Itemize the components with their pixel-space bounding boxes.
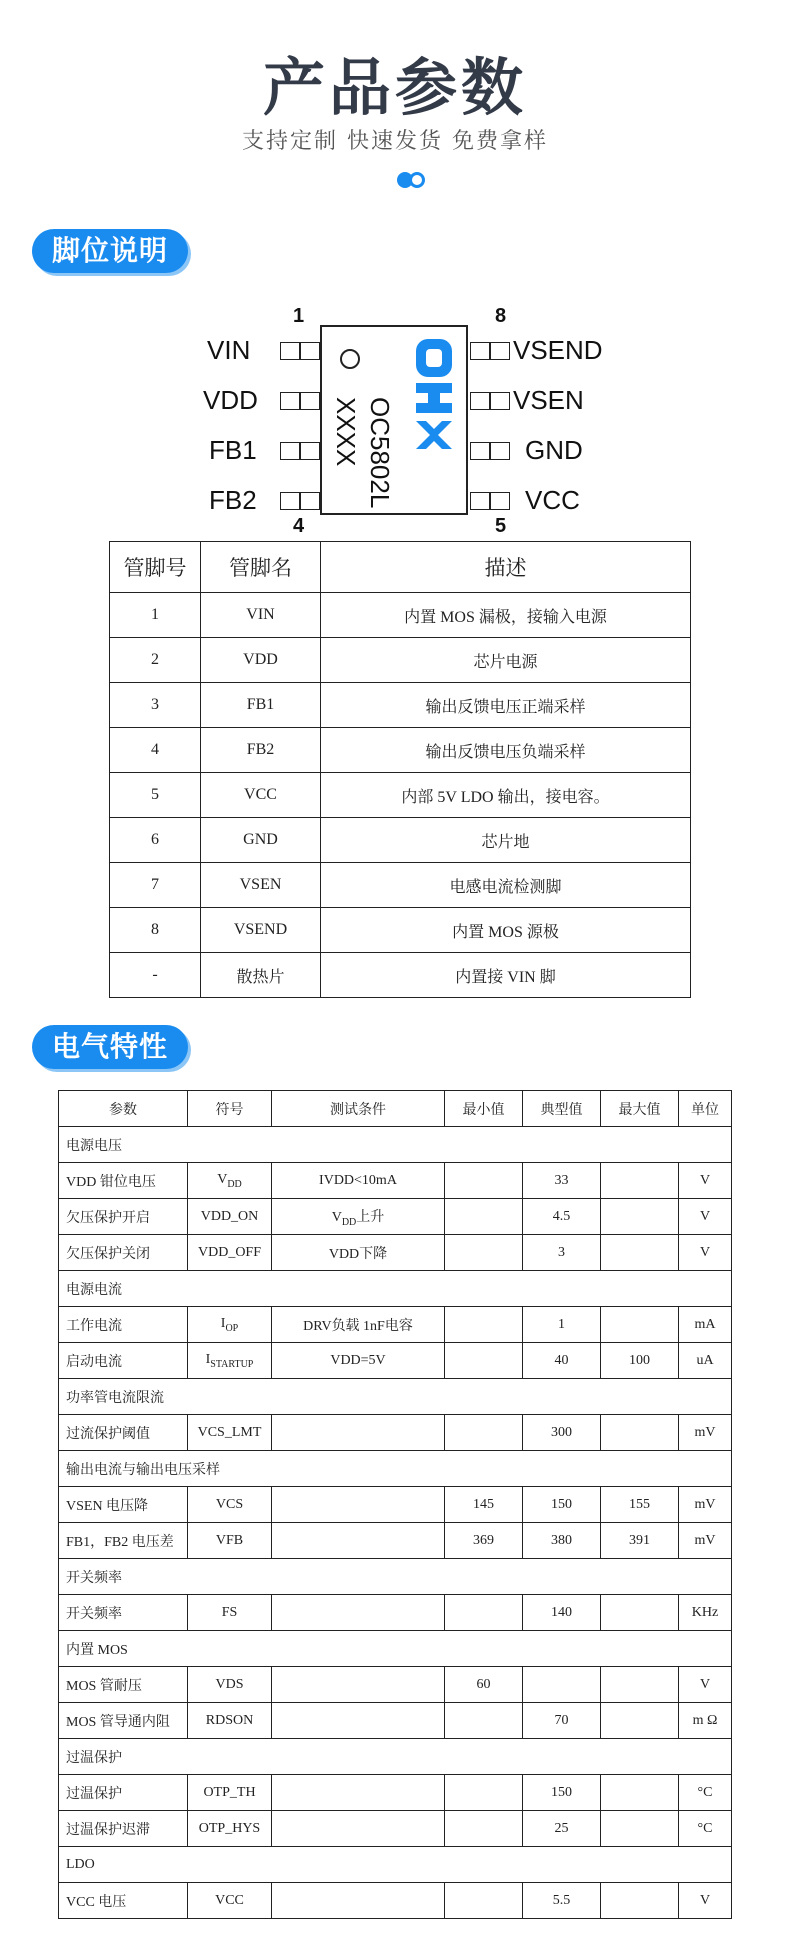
table-cell [272,1523,445,1559]
table-cell [679,1415,732,1451]
elec-table-header-row [59,1091,732,1127]
cell-text: MOS 管导通内阻 [66,1714,170,1730]
cell-text: VDD_OFF [197,1244,261,1260]
table-cell [188,1415,272,1451]
cell-text: FS [221,1604,238,1620]
table-row [59,1163,732,1199]
cell-text: 3 [558,1244,565,1260]
table-cell [59,1415,188,1451]
table-cell [272,1775,445,1811]
cell-text: 1 [558,1316,565,1332]
pin-label-vsen: VSEN [513,385,584,415]
pin-leg-1 [280,342,320,360]
table-row [59,1415,732,1451]
cell-text: VSEN 电压降 [66,1498,149,1514]
cell-text: VCC 电压 [66,1894,127,1910]
table-cell [601,1199,679,1235]
elec-table-header: 典型值 [523,1091,601,1127]
table-cell [679,1199,732,1235]
elec-table-header: 参数 [59,1091,188,1127]
chip-diagram [195,305,615,535]
elec-table-header: 单位 [679,1091,732,1127]
chip-body [320,325,468,515]
chip-part-number: OC5802L [365,397,395,509]
pin-table-header-row [110,542,691,593]
cell-text: VCS [215,1496,244,1512]
table-cell [601,1703,679,1739]
table-cell [272,1667,445,1703]
table-cell: 电感电流检测脚 [321,863,691,908]
table-cell [59,1163,188,1199]
table-cell: FB1 [201,683,321,728]
cell-text: 145 [473,1496,494,1512]
table-cell [523,1775,601,1811]
table-cell [59,1595,188,1631]
cell-text: 过温保护迟滞 [66,1822,150,1838]
cell-text: VFB [215,1532,244,1548]
cell-text: 5.5 [552,1892,571,1908]
table-cell [188,1163,272,1199]
table-cell [523,1523,601,1559]
pin-table-header: 管脚名 [201,542,321,593]
page-title: 产品参数 [262,51,527,124]
cell-text: 140 [551,1604,572,1620]
cell-text: 4.5 [552,1208,571,1224]
group-row [59,1127,732,1163]
table-cell [601,1775,679,1811]
table-cell [445,1667,523,1703]
table-cell: 2 [110,638,201,683]
pin-label-vsend: VSEND [513,335,603,365]
table-cell [188,1235,272,1271]
table-cell [272,1163,445,1199]
table-cell [523,1487,601,1523]
table-cell: 输出反馈电压正端采样 [321,683,691,728]
group-label: 电源电压 [59,1127,732,1163]
table-row [59,1883,732,1919]
cell-text: 过温保护 [66,1786,122,1802]
table-cell [445,1775,523,1811]
cell-text: VDD下降 [328,1246,388,1262]
table-cell [59,1667,188,1703]
pin-leg-3 [280,442,320,460]
cell-text: 391 [629,1532,650,1548]
group-row [59,1631,732,1667]
table-cell [523,1343,601,1379]
table-cell [59,1487,188,1523]
table-cell [188,1523,272,1559]
group-label: 过温保护 [59,1739,732,1775]
table-cell: GND [201,818,321,863]
table-cell [679,1163,732,1199]
table-cell: 输出反馈电压负端采样 [321,728,691,773]
cell-text: I [205,1351,211,1367]
pin-description-table [109,541,691,998]
table-cell: 芯片电源 [321,638,691,683]
group-label: 电源电流 [59,1271,732,1307]
table-row [59,1487,732,1523]
elec-table-header: 最大值 [601,1091,679,1127]
table-cell [445,1199,523,1235]
table-cell: VSEND [201,908,321,953]
table-cell [445,1343,523,1379]
ocx-logo-icon [412,337,456,465]
table-cell: VCC [201,773,321,818]
cell-text: 155 [629,1496,650,1512]
table-cell [272,1883,445,1919]
pin-label-fb2: FB2 [209,485,257,515]
pin-number-8: 8 [495,305,507,327]
table-cell [59,1235,188,1271]
condition-suffix: 上升 [356,1209,385,1225]
table-cell [679,1307,732,1343]
section-tag-pinout: 脚位说明 [32,229,188,273]
table-row [59,1523,732,1559]
table-cell [523,1595,601,1631]
symbol-subscript: DD [227,1178,242,1190]
pin-leg-2 [280,392,320,410]
elec-table-header: 最小值 [445,1091,523,1127]
table-cell [523,1307,601,1343]
table-cell [59,1199,188,1235]
table-row [59,1343,732,1379]
group-label: LDO [59,1847,732,1883]
table-cell: VIN [201,593,321,638]
cell-text: 60 [476,1676,491,1692]
table-cell [272,1703,445,1739]
table-cell [523,1235,601,1271]
table-row [59,1775,732,1811]
table-cell [679,1523,732,1559]
cell-text: 过流保护阈值 [66,1426,150,1442]
table-row [110,863,691,908]
symbol-subscript: OP [225,1322,239,1334]
table-cell [601,1163,679,1199]
elec-table-header: 测试条件 [272,1091,445,1127]
cell-text: DRV负载 1nF电容 [303,1318,413,1334]
table-cell: 4 [110,728,201,773]
table-cell: VDD [201,638,321,683]
table-cell: 内置接 VIN 脚 [321,953,691,998]
table-row [59,1667,732,1703]
table-cell [679,1343,732,1379]
pin-label-vin: VIN [207,335,251,365]
cell-text: VDD_ON [200,1208,259,1224]
cell-text: mV [694,1532,716,1548]
table-cell [601,1811,679,1847]
cell-text: V [699,1244,711,1260]
cell-text: VDS [215,1676,244,1692]
cell-text: 启动电流 [66,1354,122,1370]
cell-text: 33 [554,1172,569,1188]
pin-number-1: 1 [293,305,305,327]
elec-table-header: 符号 [188,1091,272,1127]
group-row [59,1739,732,1775]
cell-text: 开关频率 [66,1606,122,1622]
cell-text: V [217,1171,228,1187]
cell-text: VCS_LMT [197,1424,262,1440]
table-cell [601,1487,679,1523]
table-cell [679,1487,732,1523]
table-cell: FB2 [201,728,321,773]
table-cell: 芯片地 [321,818,691,863]
cell-text: °C [697,1820,713,1836]
pin-table-header: 描述 [321,542,691,593]
table-row [110,683,691,728]
table-cell [445,1883,523,1919]
table-cell [601,1595,679,1631]
table-cell [445,1415,523,1451]
table-cell: - [110,953,201,998]
table-cell [445,1163,523,1199]
table-cell [188,1811,272,1847]
table-cell [272,1415,445,1451]
table-cell [272,1235,445,1271]
cell-text: MOS 管耐压 [66,1678,142,1694]
table-cell [445,1811,523,1847]
group-label: 开关频率 [59,1559,732,1595]
table-cell [59,1883,188,1919]
group-label: 内置 MOS [59,1631,732,1667]
table-cell [272,1487,445,1523]
table-cell [188,1199,272,1235]
table-row [110,593,691,638]
table-cell [445,1595,523,1631]
cell-text: V [699,1172,711,1188]
page-subtitle: 支持定制 快速发货 免费拿样 [242,129,548,154]
cell-text: mV [694,1496,716,1512]
pin-number-4: 4 [293,515,305,537]
table-cell [59,1307,188,1343]
pin-label-vcc: VCC [525,485,580,515]
table-cell [445,1235,523,1271]
cell-text: V [699,1208,711,1224]
cell-text: 工作电流 [66,1318,122,1334]
table-cell [523,1811,601,1847]
pin-leg-4 [280,492,320,510]
cell-text: °C [697,1784,713,1800]
table-cell [679,1775,732,1811]
group-row [59,1847,732,1883]
cell-text: m Ω [692,1712,718,1728]
table-cell: 1 [110,593,201,638]
table-row [59,1307,732,1343]
table-cell [601,1343,679,1379]
table-cell [679,1595,732,1631]
condition-subscript: DD [341,1216,357,1228]
table-row [110,773,691,818]
table-cell [59,1811,188,1847]
table-cell [188,1307,272,1343]
table-cell: 内置 MOS 漏极，接输入电源 [321,593,691,638]
cell-text: 100 [629,1352,650,1368]
table-cell [188,1595,272,1631]
symbol-subscript: STARTUP [210,1358,254,1370]
table-cell [523,1703,601,1739]
table-cell: VSEN [201,863,321,908]
pin-number-5: 5 [495,515,507,537]
table-cell [601,1307,679,1343]
cell-text: mA [694,1316,716,1332]
cell-text: 欠压保护关闭 [66,1246,150,1262]
cell-text: VDD=5V [330,1352,386,1368]
group-label: 输出电流与输出电压采样 [59,1451,732,1487]
table-cell [679,1883,732,1919]
table-cell: 8 [110,908,201,953]
table-cell [272,1343,445,1379]
table-row [110,953,691,998]
table-cell [679,1703,732,1739]
pin-leg-8 [470,342,510,360]
table-cell [445,1523,523,1559]
pin-table-header: 管脚号 [110,542,201,593]
table-cell [59,1775,188,1811]
cell-text: OTP_TH [203,1784,256,1800]
table-cell: 5 [110,773,201,818]
section-tag-electrical: 电气特性 [32,1025,188,1069]
table-cell [188,1703,272,1739]
group-label: 功率管电流限流 [59,1379,732,1415]
group-row [59,1379,732,1415]
cell-text: 70 [554,1712,569,1728]
table-row [59,1235,732,1271]
table-cell: 内部 5V LDO 输出，接电容。 [321,773,691,818]
cell-text: FB1，FB2 电压差 [66,1534,174,1550]
table-row [110,818,691,863]
table-cell [188,1667,272,1703]
pin-label-vdd: VDD [203,385,258,415]
table-cell [188,1775,272,1811]
group-row [59,1559,732,1595]
pin1-marker-icon [340,349,360,369]
cell-text: 150 [551,1496,572,1512]
cell-text: V [699,1892,711,1908]
table-row [110,728,691,773]
cell-text: 40 [554,1352,569,1368]
table-cell [523,1667,601,1703]
group-row [59,1271,732,1307]
table-cell [679,1667,732,1703]
pin-label-gnd: GND [525,435,583,465]
table-cell [679,1811,732,1847]
pin-leg-7 [470,392,510,410]
table-cell [59,1703,188,1739]
table-cell [523,1199,601,1235]
table-cell: 7 [110,863,201,908]
table-cell: 6 [110,818,201,863]
cell-text: mV [694,1424,716,1440]
table-cell [601,1523,679,1559]
table-cell [272,1595,445,1631]
table-cell [601,1883,679,1919]
table-cell [445,1487,523,1523]
cell-text: KHz [691,1604,719,1620]
cell-text: IVDD<10mA [319,1172,397,1188]
table-cell [523,1883,601,1919]
pin-leg-6 [470,442,510,460]
cell-text: 25 [554,1820,569,1836]
pin-label-fb1: FB1 [209,435,257,465]
table-cell [601,1415,679,1451]
table-cell [523,1415,601,1451]
table-cell: 内置 MOS 源极 [321,908,691,953]
table-cell [188,1343,272,1379]
electrical-characteristics-table [58,1090,732,1919]
table-cell [59,1343,188,1379]
table-row [59,1199,732,1235]
table-row [59,1811,732,1847]
table-cell [272,1199,445,1235]
cell-text: OTP_HYS [198,1820,261,1836]
table-cell [601,1667,679,1703]
pin-leg-5 [470,492,510,510]
cell-text: VCC [215,1892,244,1908]
table-cell: 3 [110,683,201,728]
cell-text: 300 [551,1424,572,1440]
table-cell [445,1307,523,1343]
table-cell [272,1811,445,1847]
cell-text: 369 [473,1532,494,1548]
cell-text: I [220,1315,226,1331]
cell-text: 150 [551,1784,572,1800]
table-cell [445,1703,523,1739]
table-cell [601,1235,679,1271]
table-cell: 散热片 [201,953,321,998]
table-cell [679,1235,732,1271]
table-row [59,1595,732,1631]
cell-text: 欠压保护开启 [66,1210,150,1226]
table-cell [188,1487,272,1523]
chip-marking: XXXX [331,397,361,467]
dot-ring-icon [409,172,425,188]
cell-text: RDSON [205,1712,254,1728]
cell-text: 380 [551,1532,572,1548]
table-cell [523,1163,601,1199]
table-cell [272,1307,445,1343]
group-row [59,1451,732,1487]
table-row [110,908,691,953]
table-row [59,1703,732,1739]
table-cell [59,1523,188,1559]
cell-text: V [699,1676,711,1692]
cell-text: uA [696,1352,714,1368]
cell-text: V [331,1209,342,1225]
table-cell [188,1883,272,1919]
cell-text: VDD 钳位电压 [66,1174,156,1190]
table-row [110,638,691,683]
